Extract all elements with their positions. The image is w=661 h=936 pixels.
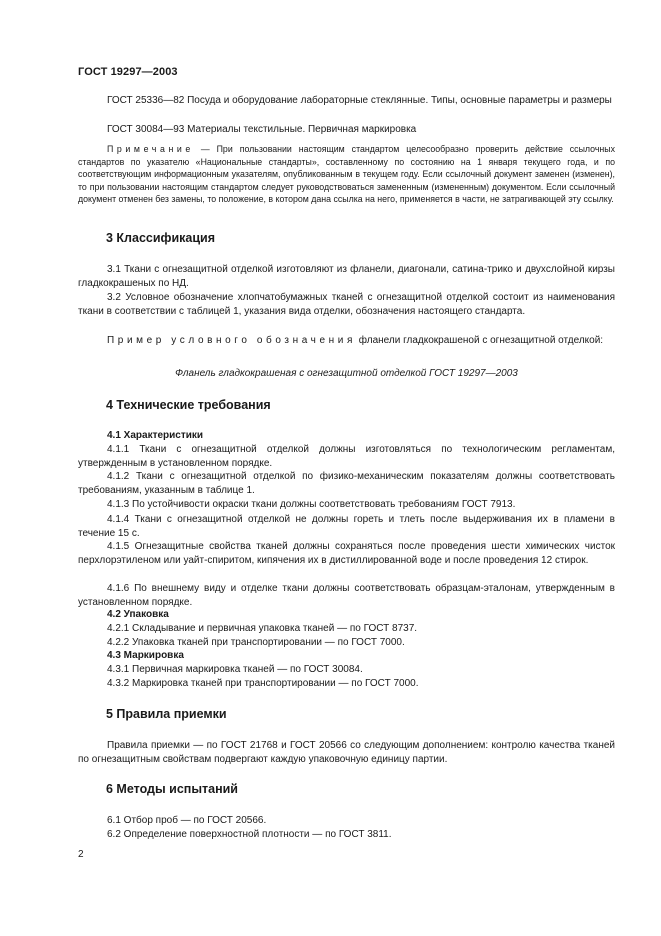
note-paragraph xyxy=(78,143,615,206)
section-6-title: 6 Методы испытаний xyxy=(106,782,238,796)
para-3-1: 3.1 Ткани с огнезащитной отделкой изготовляют из фланели, диагонали, сатина-трико и двухслойной кирзы гладкокрашеных по НД. xyxy=(78,264,615,290)
subsection-4-2-title: 4.2 Упаковка xyxy=(107,609,169,620)
para-4-1-1: 4.1.1 Ткани с огнезащитной отделкой должны изготовляться по технологическим регламентам, утвержденным в установленном порядке. xyxy=(78,444,615,470)
para-4-3-1: 4.3.1 Первичная маркировка тканей — по ГОСТ 30084. xyxy=(107,664,363,675)
subsection-4-3-title: 4.3 Маркировка xyxy=(107,650,184,661)
section-5-title: 5 Правила приемки xyxy=(106,707,227,721)
para-4-1-5: 4.1.5 Огнезащитные свойства тканей должны сохраняться после проведения шести химических чисток перхлорэтиленом или уайт-спиритом, кипячения их в дистиллированной воде и после проведения 12 стирок. xyxy=(78,541,615,567)
example-label: Пример условного обозначения xyxy=(107,335,356,346)
note-label: Примечание xyxy=(107,144,194,154)
ref-gost-25336: ГОСТ 25336—82 Посуда и оборудование лабораторные стеклянные. Типы, основные параметры и размеры xyxy=(107,95,612,106)
subsection-4-1-title: 4.1 Характеристики xyxy=(107,430,204,441)
page-header: ГОСТ 19297—2003 xyxy=(78,66,178,78)
example-designation: Фланель гладкокрашеная с огнезащитной отделкой ГОСТ 19297—2003 xyxy=(175,368,518,379)
note-text: — При пользовании настоящим стандартом целесообразно проверить действие ссылочных стандартов по указателю «Национальные стандарты», составленному по состоянию на 1 января текущего года, и по соответствующим информационным указателям, опубликованным в текущем году. Если ссылочный документ заменен (изменен), то при пользовании настоящим стандартом следует руководствоваться замененным (измененным) документом. Если ссылочный документ отменен без замены, то положение, в котором дана ссылка на него, применяется в части, не затрагивающей эту ссылку. xyxy=(78,144,615,205)
page-number: 2 xyxy=(78,849,84,860)
example-paragraph xyxy=(78,334,615,348)
section-3-title: 3 Классификация xyxy=(106,231,216,245)
para-6-1: 6.1 Отбор проб — по ГОСТ 20566. xyxy=(107,815,267,826)
para-4-3-2: 4.3.2 Маркировка тканей при транспортировании — по ГОСТ 7000. xyxy=(107,678,419,689)
ref-gost-30084: ГОСТ 30084—93 Материалы текстильные. Первичная маркировка xyxy=(107,124,417,135)
para-4-1-2: 4.1.2 Ткани с огнезащитной отделкой по физико-механическим показателям должны соответствовать требованиям, указанным в таблице 1. xyxy=(78,471,615,497)
para-4-2-1: 4.2.1 Складывание и первичная упаковка тканей — по ГОСТ 8737. xyxy=(107,623,418,634)
para-4-1-4: 4.1.4 Ткани с огнезащитной отделкой не должны гореть и тлеть после выдерживания их в пламени в течение 15 с. xyxy=(78,514,615,540)
example-text: фланели гладкокрашеной с огнезащитной отделкой: xyxy=(355,335,604,346)
para-4-1-6: 4.1.6 По внешнему виду и отделке ткани должны соответствовать образцам-эталонам, утвержденным в установленном порядке. xyxy=(78,583,615,609)
para-5: Правила приемки — по ГОСТ 21768 и ГОСТ 20566 со следующим дополнением: контролю качества тканей по огнезащитным свойствам подвергают каждую упаковочную единицу партии. xyxy=(78,740,615,766)
para-4-2-2: 4.2.2 Упаковка тканей при транспортировании — по ГОСТ 7000. xyxy=(107,637,405,648)
para-4-1-3: 4.1.3 По устойчивости окраски ткани должны соответствовать требованиям ГОСТ 7913. xyxy=(107,499,516,510)
section-4-title: 4 Технические требования xyxy=(106,398,271,412)
para-6-2: 6.2 Определение поверхностной плотности — по ГОСТ 3811. xyxy=(107,829,392,840)
para-3-2: 3.2 Условное обозначение хлопчатобумажных тканей с огнезащитной отделкой состоит из наименования ткани в соответствии с таблицей 1, указания вида отделки, обозначения настоящего стандарта. xyxy=(78,292,615,318)
